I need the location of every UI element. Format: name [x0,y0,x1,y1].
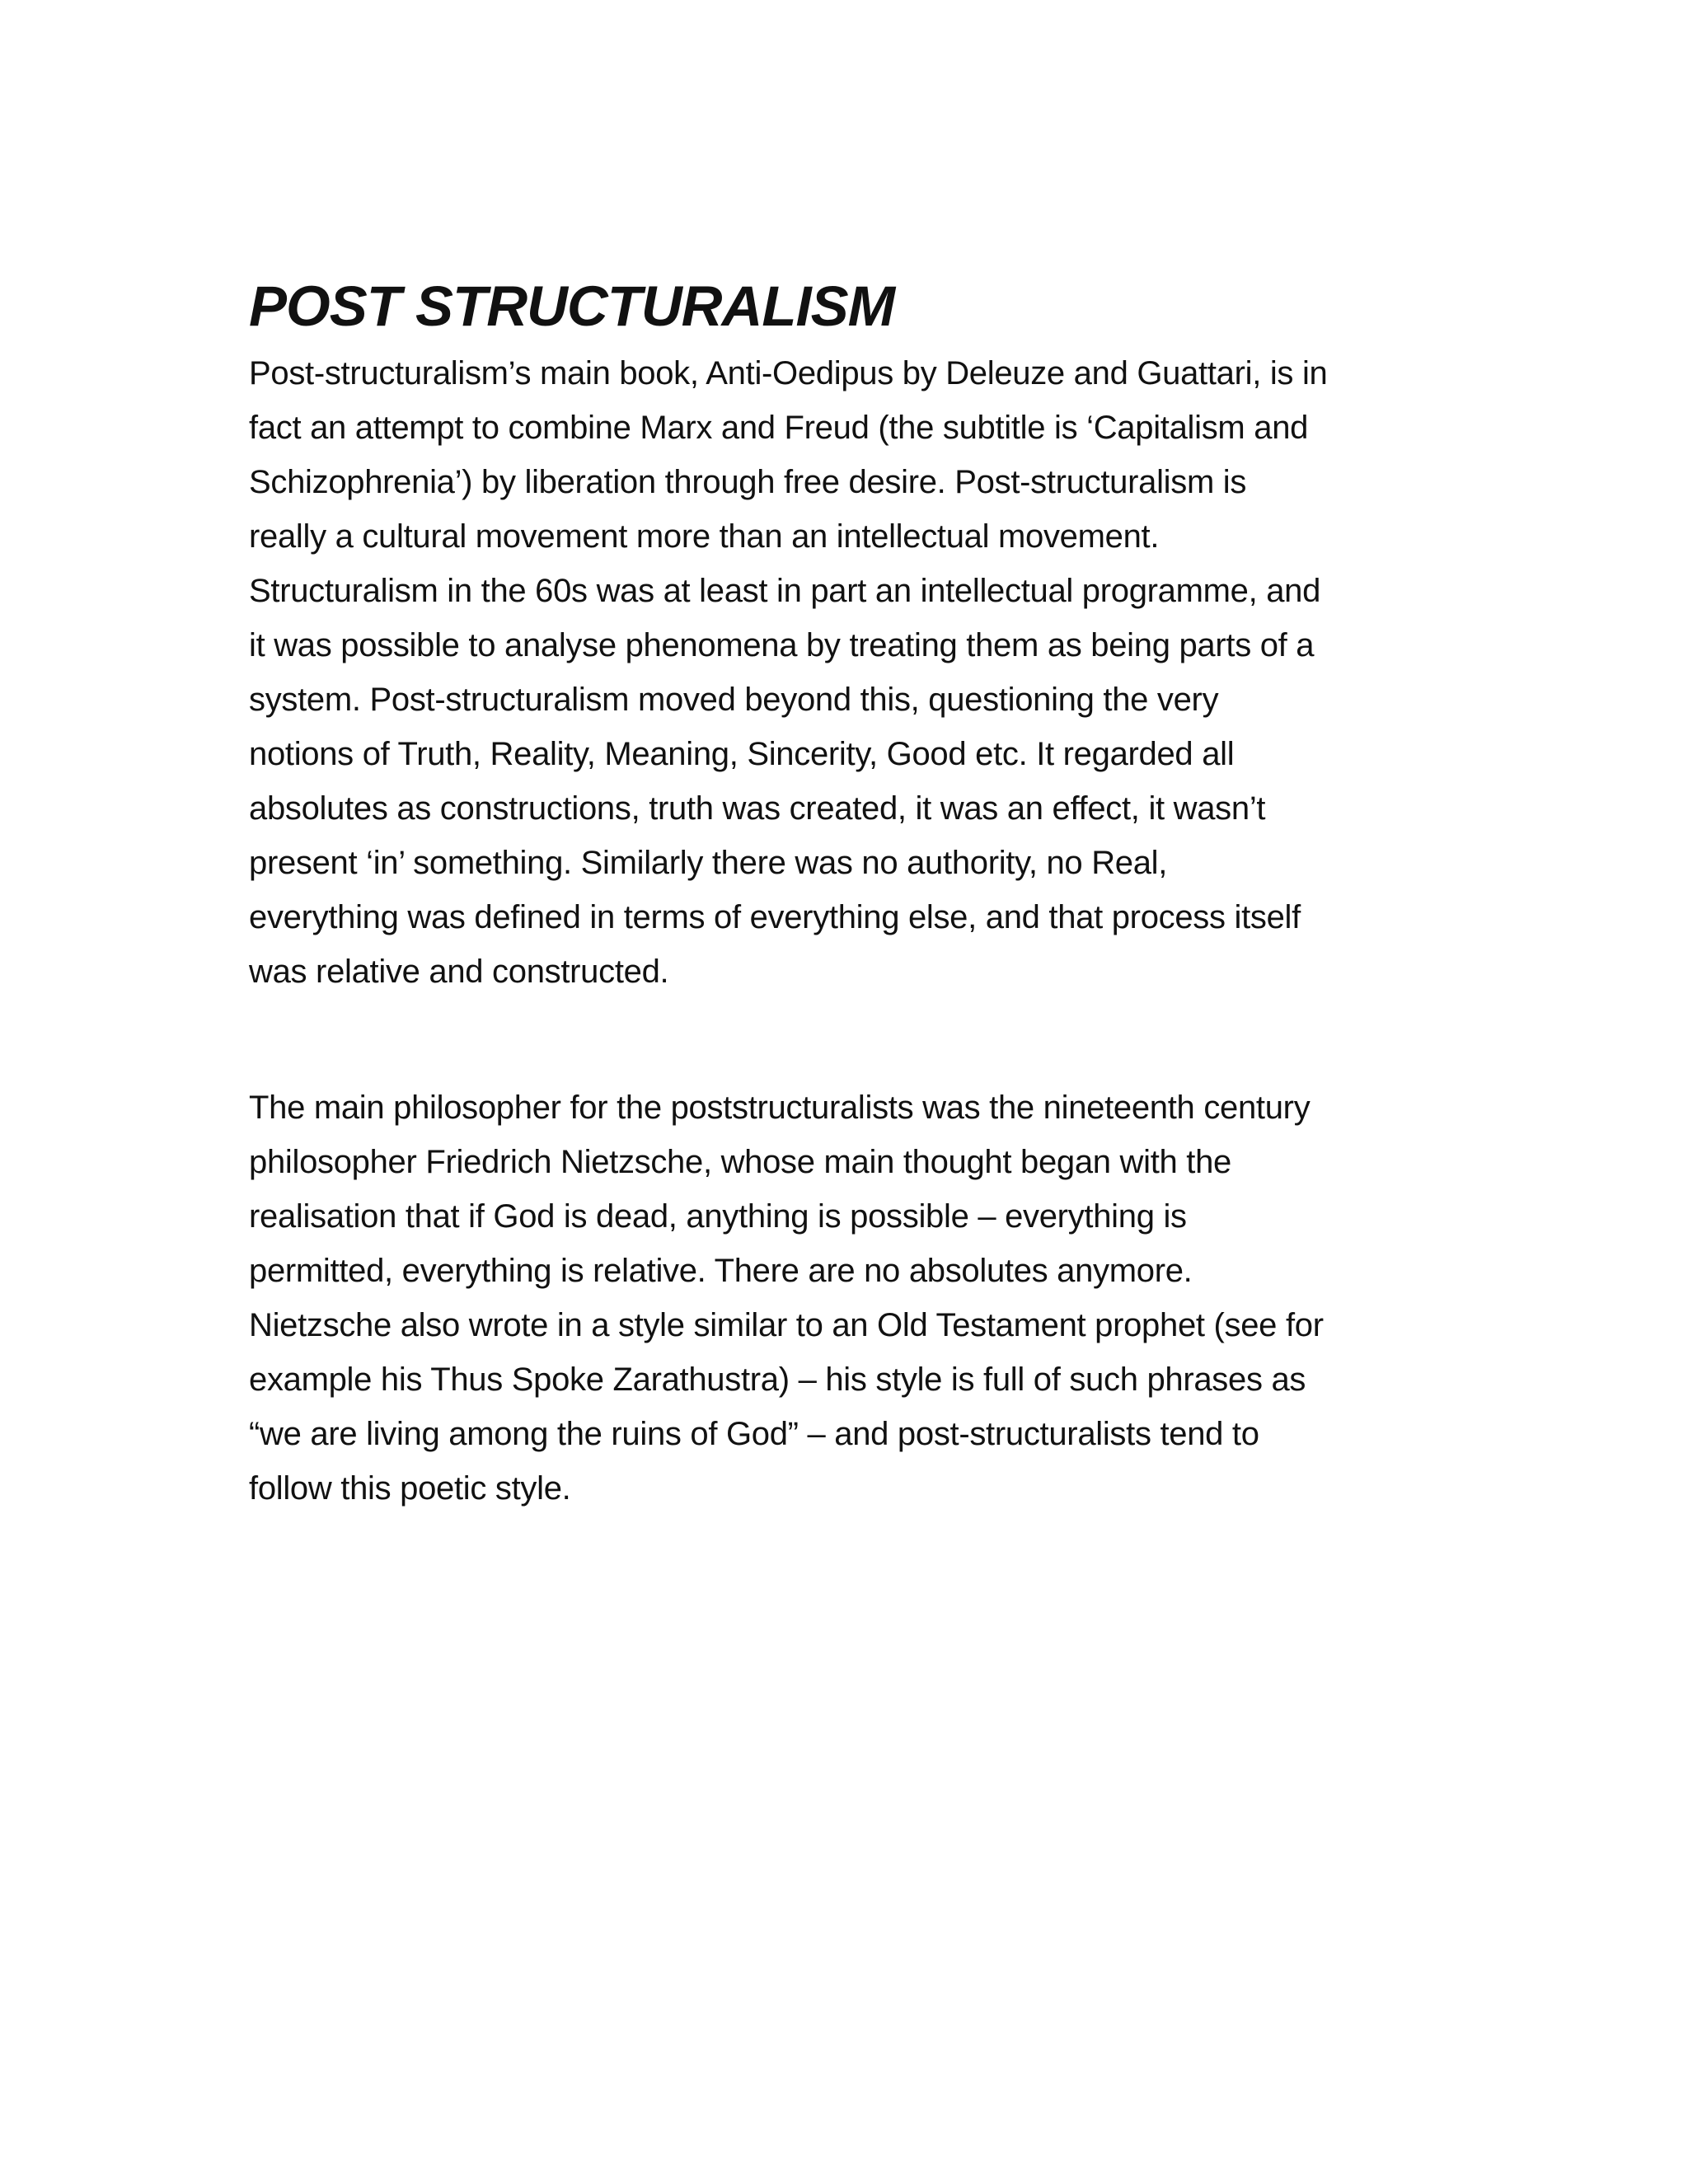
text-line: Structuralism in the 60s was at least in part an intellectual programme, and [249,573,1321,609]
paragraph-anti-oedipus [249,346,1452,999]
paragraph-nietzsche [249,1080,1452,1516]
text-line: The main philosopher for the poststructuralists was the nineteenth century [249,1090,1311,1126]
text-line: follow this poetic style. [249,1470,571,1507]
text-line: notions of Truth, Reality, Meaning, Sincerity, Good etc. It regarded all [249,736,1235,772]
text-line: “we are living among the ruins of God” – and post-structuralists tend to [249,1416,1259,1452]
text-line: example his Thus Spoke Zarathustra) – his style is full of such phrases as [249,1361,1306,1398]
text-line: Nietzsche also wrote in a style similar to an Old Testament prophet (see for [249,1307,1324,1343]
text-line: everything was defined in terms of everything else, and that process itself [249,899,1301,935]
text-line: philosopher Friedrich Nietzsche, whose main thought began with the [249,1144,1231,1180]
text-line: absolutes as constructions, truth was created, it was an effect, it wasn’t [249,790,1266,827]
text-line: really a cultural movement more than an intellectual movement. [249,518,1160,555]
text-line: Post-structuralism’s main book, Anti-Oedipus by Deleuze and Guattari, is in [249,355,1328,391]
text-line: permitted, everything is relative. There are no absolutes anymore. [249,1253,1193,1289]
document-content [249,272,1452,1516]
text-line: system. Post-structuralism moved beyond this, questioning the very [249,682,1219,718]
text-line: realisation that if God is dead, anything is possible – everything is [249,1198,1187,1235]
text-line: was relative and constructed. [249,954,669,990]
text-line: Schizophrenia’) by liberation through free desire. Post-structuralism is [249,464,1247,500]
text-line: it was possible to analyse phenomena by treating them as being parts of a [249,627,1315,663]
document-title: POST STRUCTURALISM [249,274,895,338]
text-line: fact an attempt to combine Marx and Freud (the subtitle is ‘Capitalism and [249,410,1309,446]
text-line: present ‘in’ something. Similarly there was no authority, no Real, [249,845,1168,881]
